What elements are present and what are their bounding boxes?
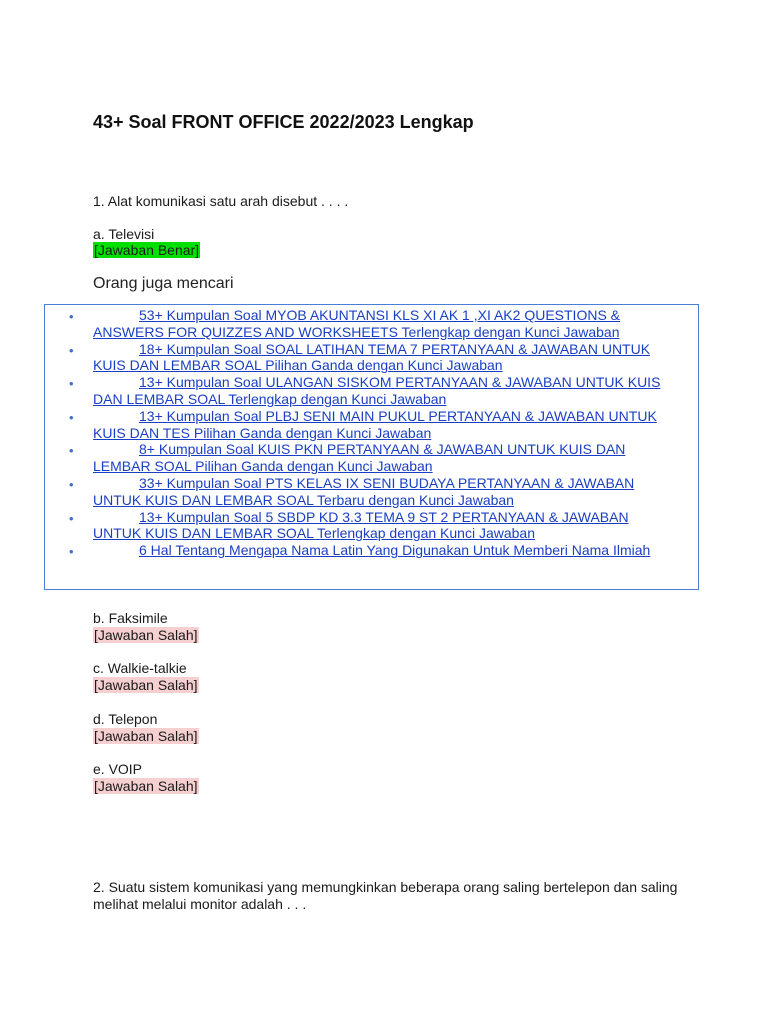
related-link-8[interactable]: 6 Hal Tentang Mengapa Nama Latin Yang Digunakan Untuk Memberi Nama Ilmiah: [139, 542, 651, 559]
related-link-item: [45, 475, 698, 509]
related-links-box: [44, 304, 699, 590]
related-link-item: [45, 374, 698, 408]
answer-c-label: [93, 677, 199, 694]
wrong-answer-badge: [Jawaban Salah]: [94, 728, 198, 744]
related-link-item: [45, 307, 698, 341]
related-links-list: [45, 307, 698, 559]
option-e: e. VOIP: [93, 761, 143, 777]
related-link-4[interactable]: 13+ Kumpulan Soal PLBJ SENI MAIN PUKUL PERTANYAAN & JAWABAN UNTUK KUIS DAN TES Pilihan Ganda dengan Kunci Jawaban: [93, 407, 657, 441]
option-b: b. Faksimile: [93, 610, 168, 626]
option-a: a. Televisi: [93, 226, 155, 242]
related-link-1[interactable]: 53+ Kumpulan Soal MYOB AKUNTANSI KLS XI AK 1 ,XI AK2 QUESTIONS & ANSWERS FOR QUIZZES AND WORKSHEETS Terlengkap dengan Kunci Jawaban: [93, 307, 621, 340]
related-link-item: [45, 441, 698, 475]
bullet-icon: •: [69, 476, 74, 492]
related-link-7[interactable]: 13+ Kumpulan Soal 5 SBDP KD 3.3 TEMA 9 ST 2 PERTANYAAN & JAWABAN UNTUK KUIS DAN LEMBAR SOAL Terlengkap dengan Kunci Jawaban: [93, 508, 629, 542]
related-heading: Orang juga mencari: [93, 275, 234, 292]
bullet-icon: •: [69, 342, 74, 358]
related-link-2[interactable]: 18+ Kumpulan Soal SOAL LATIHAN TEMA 7 PERTANYAAN & JAWABAN UNTUK KUIS DAN LEMBAR SOAL Pilihan Ganda dengan Kunci Jawaban: [93, 340, 651, 374]
question-1-text: 1. Alat komunikasi satu arah disebut . . . .: [93, 193, 349, 209]
related-link-item: [45, 341, 698, 375]
page-title: 43+ Soal FRONT OFFICE 2022/2023 Lengkap: [93, 112, 474, 132]
option-c: c. Walkie-talkie: [93, 660, 187, 676]
related-link-5[interactable]: 8+ Kumpulan Soal KUIS PKN PERTANYAAN & JAWABAN UNTUK KUIS DAN LEMBAR SOAL Pilihan Ganda dengan Kunci Jawaban: [93, 441, 626, 475]
bullet-icon: •: [69, 443, 74, 459]
related-link-6[interactable]: 33+ Kumpulan Soal PTS KELAS IX SENI BUDAYA PERTANYAAN & JAWABAN UNTUK KUIS DAN LEMBAR SOAL Terbaru dengan Kunci Jawaban: [93, 474, 635, 508]
answer-a-label: [93, 242, 200, 259]
bullet-icon: •: [69, 376, 74, 392]
wrong-answer-badge: [Jawaban Salah]: [94, 778, 198, 794]
answer-d-label: [93, 728, 199, 745]
answer-e-label: [93, 778, 199, 795]
answer-b-label: [93, 627, 199, 644]
wrong-answer-badge: [Jawaban Salah]: [94, 677, 198, 693]
bullet-icon: •: [69, 409, 74, 425]
related-link-item: [45, 509, 698, 543]
bullet-icon: •: [69, 510, 74, 526]
bullet-icon: •: [69, 544, 74, 560]
bullet-icon: •: [69, 309, 74, 324]
option-d: d. Telepon: [93, 711, 158, 727]
related-link-item: [45, 542, 698, 559]
related-link-item: [45, 408, 698, 442]
question-2-text: 2. Suatu sistem komunikasi yang memungkinkan beberapa orang saling bertelepon dan saling melihat melalui monitor adalah . . .: [93, 879, 678, 912]
related-link-3[interactable]: 13+ Kumpulan Soal ULANGAN SISKOM PERTANYAAN & JAWABAN UNTUK KUIS DAN LEMBAR SOAL Terlengkap dengan Kunci Jawaban: [93, 374, 661, 407]
correct-answer-badge: [Jawaban Benar]: [94, 242, 200, 258]
wrong-answer-badge: [Jawaban Salah]: [94, 627, 198, 643]
